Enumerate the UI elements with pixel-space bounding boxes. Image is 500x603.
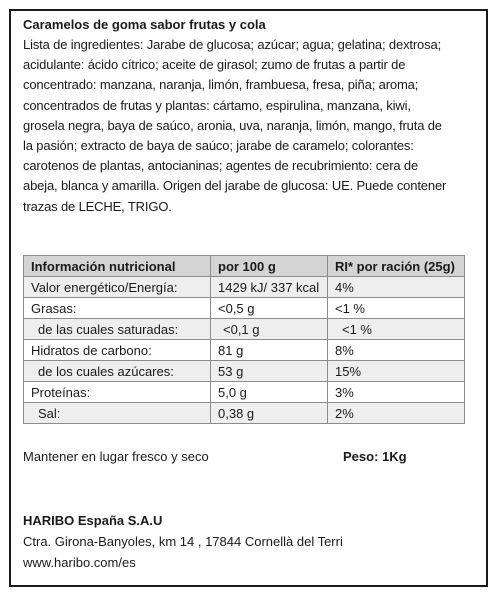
nutrition-row-protein (24, 382, 465, 403)
nutrient-per100: 0,38 g (211, 403, 328, 424)
ingredients-line: carotenos de plantas, antocianinas; agentes de recubrimiento: cera de (23, 158, 419, 174)
nutrient-name: de los cuales azúcares: (24, 361, 211, 382)
company-website: www.haribo.com/es (23, 555, 136, 570)
nutrition-row-fat (24, 298, 465, 319)
nutrient-name: Hidratos de carbono: (24, 340, 211, 361)
nutrient-ri: 2% (328, 403, 465, 424)
nutrient-per100: 5,0 g (211, 382, 328, 403)
header-per-100g: por 100 g (211, 256, 328, 277)
ingredients-line: concentrados de frutas y plantas: cártamo, espirulina, manzana, kiwi, (23, 97, 411, 113)
storage-instructions: Mantener en lugar fresco y seco (23, 449, 209, 464)
nutrition-row-saturates (24, 319, 465, 340)
ingredients-line: grosela negra, baya de saúco, aronia, uva, naranja, limón, mango, fruta de (23, 117, 442, 133)
ingredients-line: abeja, blanca y amarilla. Origen del jarabe de glucosa: UE. Puede contener (23, 178, 447, 194)
nutrition-row-sugars (24, 361, 465, 382)
nutrient-per100: 53 g (211, 361, 328, 382)
nutrient-ri: 15% (328, 361, 465, 382)
company-address: Ctra. Girona-Banyoles, km 14 , 17844 Cornellà del Terri (23, 534, 343, 549)
ingredients-line: trazas de LECHE, TRIGO. (23, 198, 172, 214)
net-weight: Peso: 1Kg (343, 449, 407, 464)
nutrient-ri: 8% (328, 340, 465, 361)
nutrition-row-energy (24, 277, 465, 298)
nutrient-name: Proteínas: (24, 382, 211, 403)
nutrient-per100: 81 g (211, 340, 328, 361)
nutrient-name: Valor energético/Energía: (24, 277, 211, 298)
nutrition-header-row (24, 256, 465, 277)
nutrition-row-salt (24, 403, 465, 424)
nutrient-name: Grasas: (24, 298, 211, 319)
header-ri-per-serving: RI* por ración (25g) (328, 256, 465, 277)
nutrient-ri: <1 % (328, 298, 465, 319)
ingredients-list (23, 35, 469, 217)
nutrient-ri: 3% (328, 382, 465, 403)
nutrient-per100: 1429 kJ/ 337 kcal (211, 277, 328, 298)
nutrient-ri: 4% (328, 277, 465, 298)
nutrition-table (23, 255, 465, 424)
ingredients-line: la pasión; extracto de baya de saúco; jarabe de caramelo; colorantes: (23, 138, 414, 154)
nutrient-name: de las cuales saturadas: (24, 319, 211, 340)
header-nutrition-info: Información nutricional (24, 256, 211, 277)
company-name: HARIBO España S.A.U (23, 513, 163, 528)
nutrient-name: Sal: (24, 403, 211, 424)
ingredients-line: concentrado: manzana, naranja, limón, frambuesa, fresa, piña; aroma; (23, 77, 419, 93)
nutrition-row-carbohydrate (24, 340, 465, 361)
nutrient-per100: <0,1 g (211, 319, 328, 340)
ingredients-line: acidulante: ácido cítrico; aceite de girasol; zumo de frutas a partir de (23, 57, 406, 73)
nutrient-per100: <0,5 g (211, 298, 328, 319)
nutrient-ri: <1 % (328, 319, 465, 340)
ingredients-line: Lista de ingredientes: Jarabe de glucosa; azúcar; agua; gelatina; dextrosa; (23, 37, 442, 52)
product-title: Caramelos de goma sabor frutas y cola (23, 17, 266, 32)
